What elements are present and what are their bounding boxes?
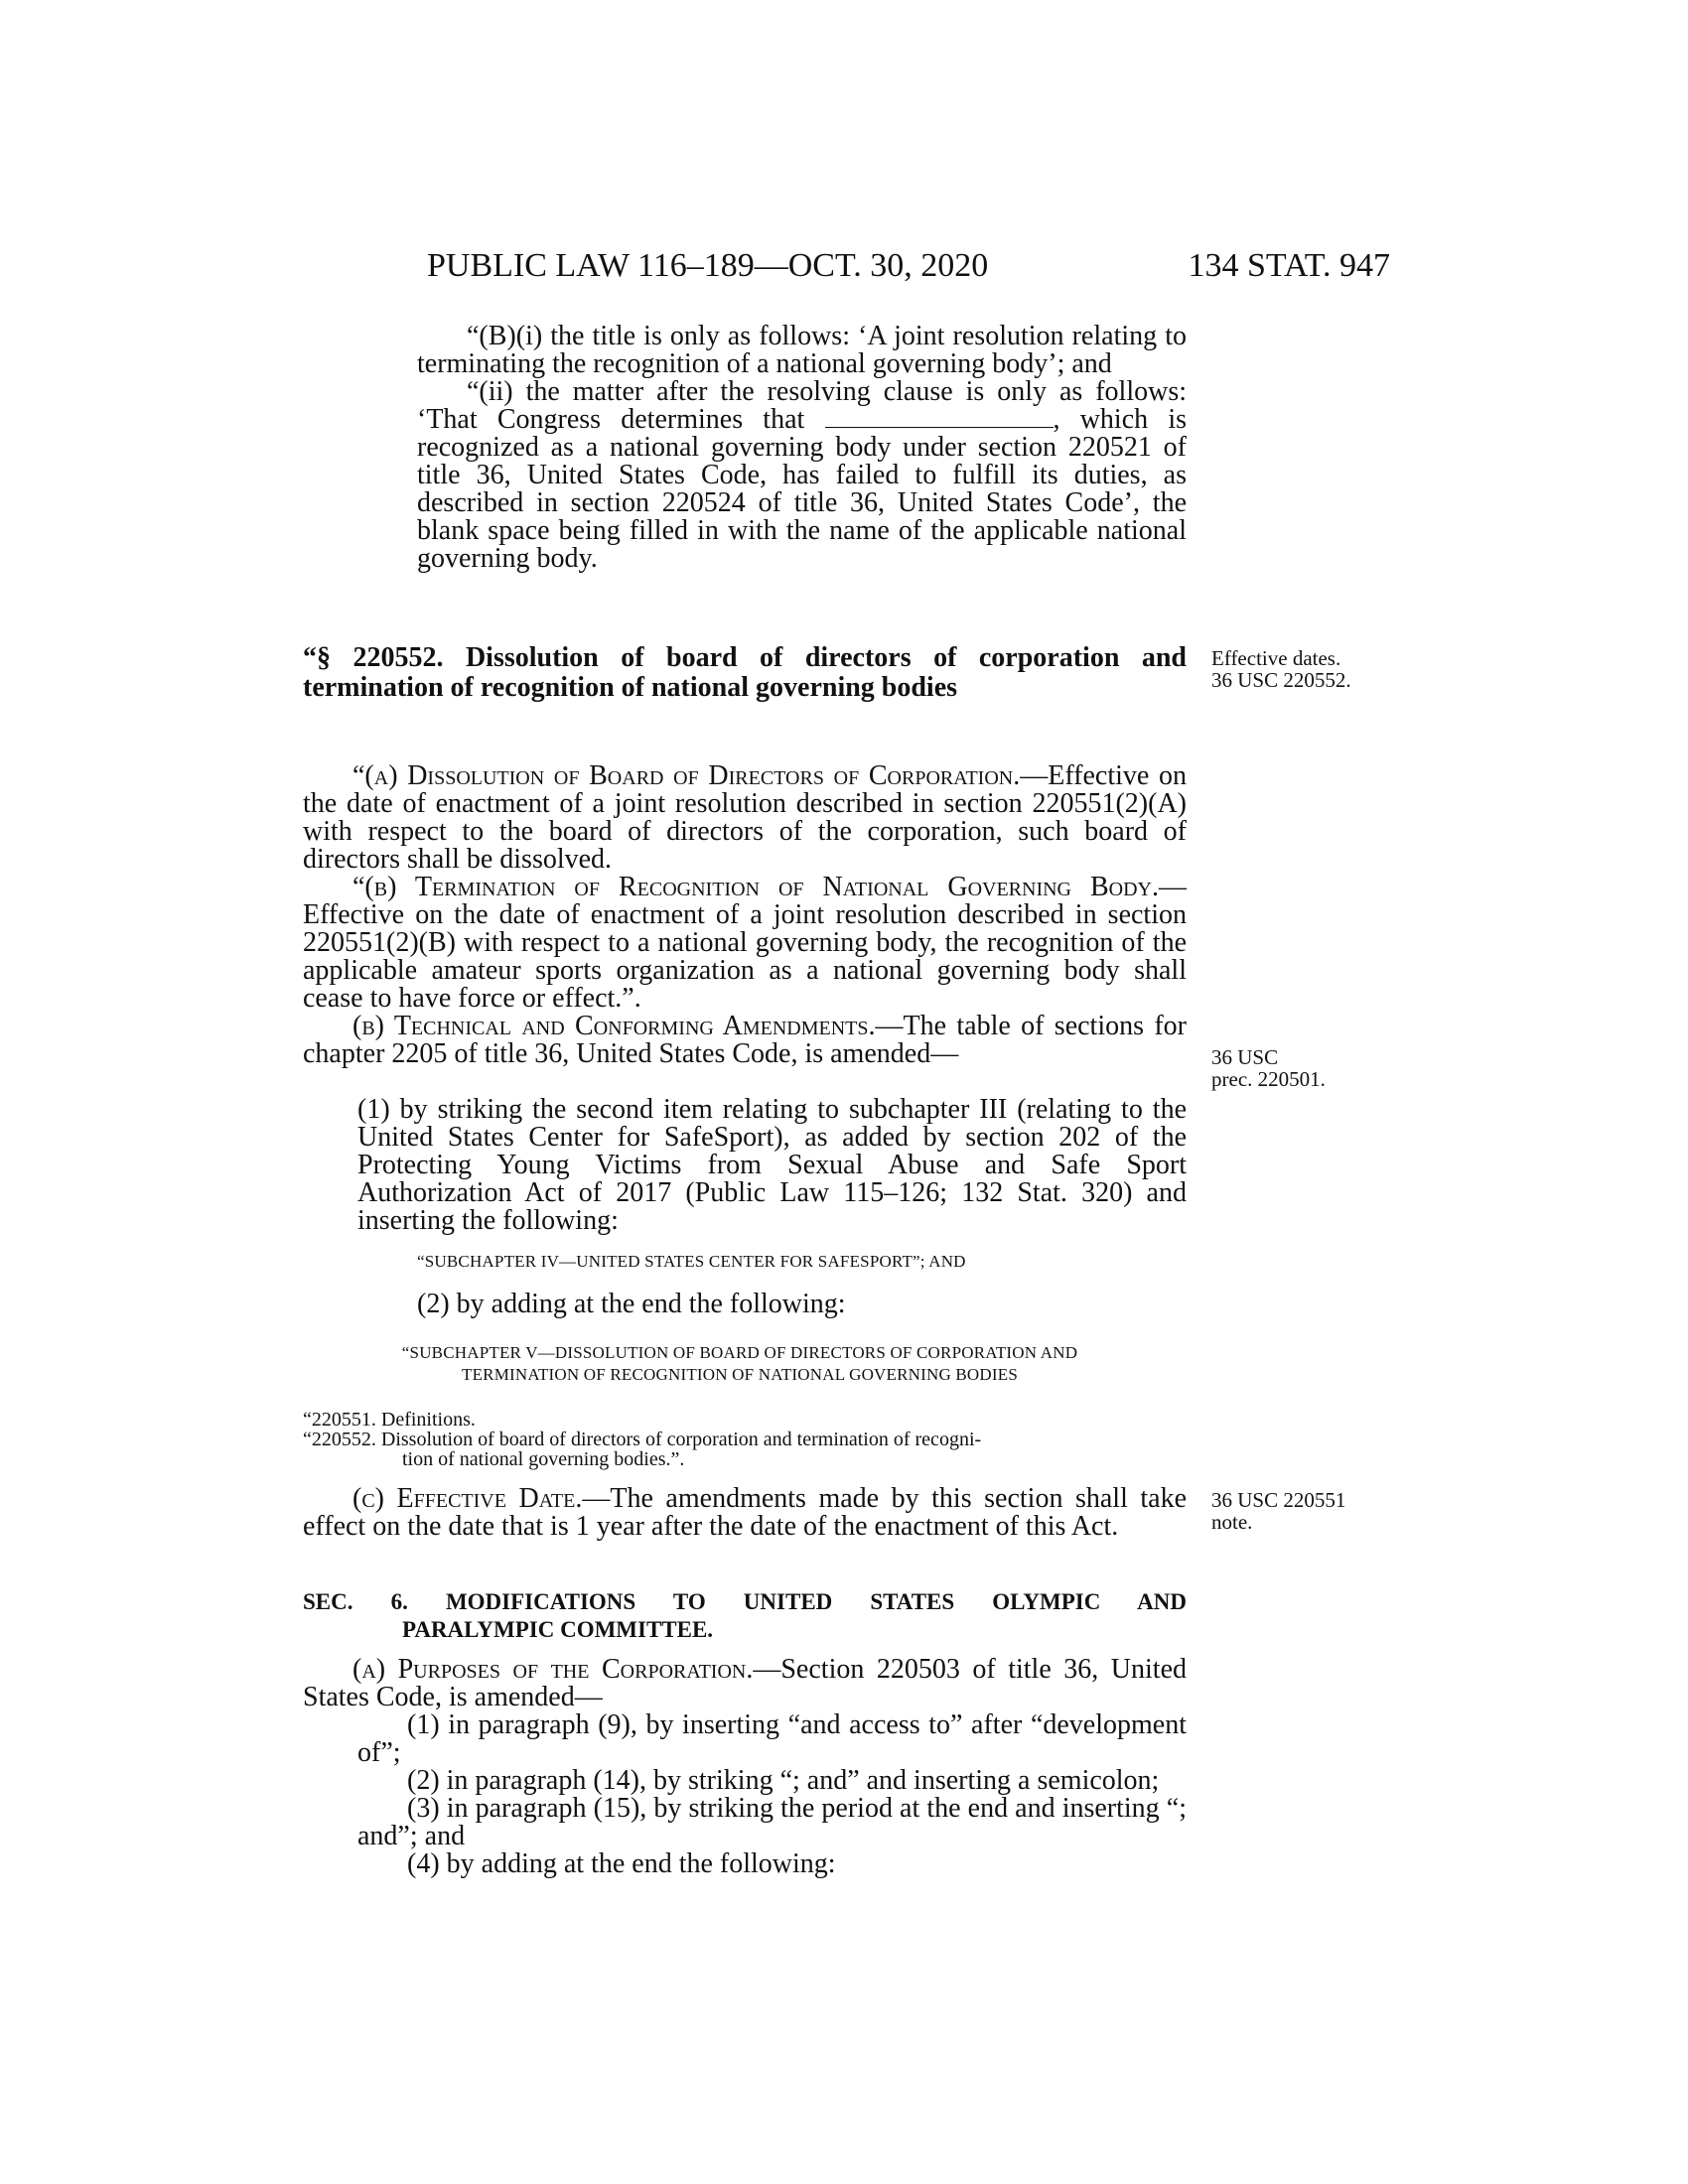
subsection-a-heading: “(a) Dissolution of Board of Directors of Corporation.— [352,760,1049,791]
effective-date-text: The amendments made by this section shall take effect on the date that is 1 year after the date of the enactment of this Act. [303,1483,1188,1542]
public-law-header: PUBLIC LAW 116–189—OCT. 30, 2020 [427,247,989,284]
sec-6-subsection-a [303,1656,1187,1711]
margin-note-2-line-1: 36 USC [1211,1045,1279,1069]
margin-note-3-line-1: 36 USC 220551 [1211,1488,1346,1512]
section-220552-number: “§ 220552. [303,642,444,673]
margin-note-2-line-2: prec. 220501. [1211,1067,1326,1091]
subsection-b-text: Effective on the date of enactment of a joint resolution described in section 220551(2)(B) with respect to a national governing body, the recognition of the applicable amateur sports organization as a national governing body shall cease to have force or effect.”. [303,899,1187,1014]
clause-ii-part1: “(ii) the matter after the resolving clause is only as follows: ‘That Congress determines that [417,376,1187,435]
sec-6-a-item-2: (2) in paragraph (14), by striking “; and” and inserting a semicolon; [407,1765,1160,1796]
clause-b-i: “(B)(i) the title is only as follows: ‘A joint resolution relating to terminating the recognition of a national governing body’; and [417,321,1187,379]
effective-date-text-block [303,1485,1187,1541]
joint-resolution-title-clause [417,323,1187,573]
subsection-b [303,874,1187,1013]
statute-page-number: 134 STAT. 947 [1188,247,1390,284]
section-220552-heading [303,643,1187,703]
effective-date-heading: (c) Effective Date.— [352,1483,611,1514]
section-220552-title: Dissolution of board of directors of corporation and termination of recognition of national governing bodies [303,642,1188,703]
technical-amendments-intro [303,1013,1187,1068]
margin-note-3-line-2: note. [1211,1510,1253,1534]
margin-note-prec [1211,1046,1326,1090]
sec-6-a-items [357,1711,1187,1878]
subchapter-v-line-1: “SUBCHAPTER V—DISSOLUTION OF BOARD OF DIRECTORS OF CORPORATION AND [401,1343,1078,1362]
clause-ii [417,378,1187,573]
section-220552-body [303,762,1187,1013]
amendment-item-1: (1) by striking the second item relating to subchapter III (relating to the United States Center for SafeSport), as added by section 202 of the Protecting Young Victims from Sexual Abuse and Safe Sport Authorization Act of 2017 (Public Law 115–126; 132 Stat. 320) and inserting the following: [357,1094,1187,1236]
sec-6-heading [303,1588,1187,1644]
toc-entry-220552: “220552. Dissolution of board of directors of corporation and termination of recogni- [303,1429,982,1450]
subsection-b-heading: “(b) Termination of Recognition of National Governing Body.— [352,872,1187,902]
subsection-a [303,762,1187,874]
table-of-sections [303,1410,1196,1469]
sec-6-a-item-1: (1) in paragraph (9), by inserting “and access to” after “development of”; [357,1709,1187,1768]
toc-entry-220552-continued: tion of national governing bodies.”. [402,1448,685,1470]
sec-6-heading-line-2: PARALYMPIC COMMITTEE. [402,1617,714,1642]
clause-ii-part2: , which is recognized as a national governing body under section 220521 of title 36, United States Code, has failed to fulfill its duties, as described in section 220524 of title 36, United States Code’, the blank space being filled in with the name of the applicable national governing body. [417,404,1188,574]
margin-note-effective-dates [1211,647,1351,691]
amendment-item-1-block [357,1096,1187,1235]
subchapter-v-line-2: TERMINATION OF RECOGNITION OF NATIONAL GOVERNING BODIES [461,1365,1018,1384]
margin-note-1-line-1: Effective dates. [1211,646,1341,670]
technical-amendments [303,1013,1187,1068]
margin-note-1-line-2: 36 USC 220552. [1211,668,1351,692]
sec-6-a-item-3: (3) in paragraph (15), by striking the period at the end and inserting “; and”; and [357,1793,1187,1851]
technical-amendments-heading: (b) Technical and Conforming Amendments.— [352,1011,904,1041]
blank-space-line [825,407,1054,428]
subchapter-iv-insertion: “SUBCHAPTER IV—UNITED STATES CENTER FOR SAFESPORT”; AND [417,1252,966,1271]
toc-entry-220551: “220551. Definitions. [303,1409,476,1431]
sec-6-a-text: Section 220503 of title 36, United States Code, is amended— [303,1654,1188,1712]
amendment-item-2: (2) by adding at the end the following: [417,1289,846,1319]
subchapter-v-heading [348,1342,1132,1386]
margin-note-220551-note [1211,1489,1345,1533]
effective-date-subsection [303,1485,1187,1541]
subsection-a-text: Effective on the date of enactment of a joint resolution described in section 220551(2)(A) with respect to the board of directors of the corporation, such board of directors shall be dissolved. [303,760,1188,875]
sec-6-heading-line-1: SEC. 6. MODIFICATIONS TO UNITED STATES OLYMPIC AND [303,1589,1187,1614]
technical-amendments-text: The table of sections for chapter 2205 of title 36, United States Code, is amended— [303,1011,1187,1069]
sec-6-a-intro [303,1656,1187,1711]
sec-6-a-item-4: (4) by adding at the end the following: [407,1848,836,1879]
sec-6-a-heading: (a) Purposes of the Corporation.— [352,1654,781,1685]
